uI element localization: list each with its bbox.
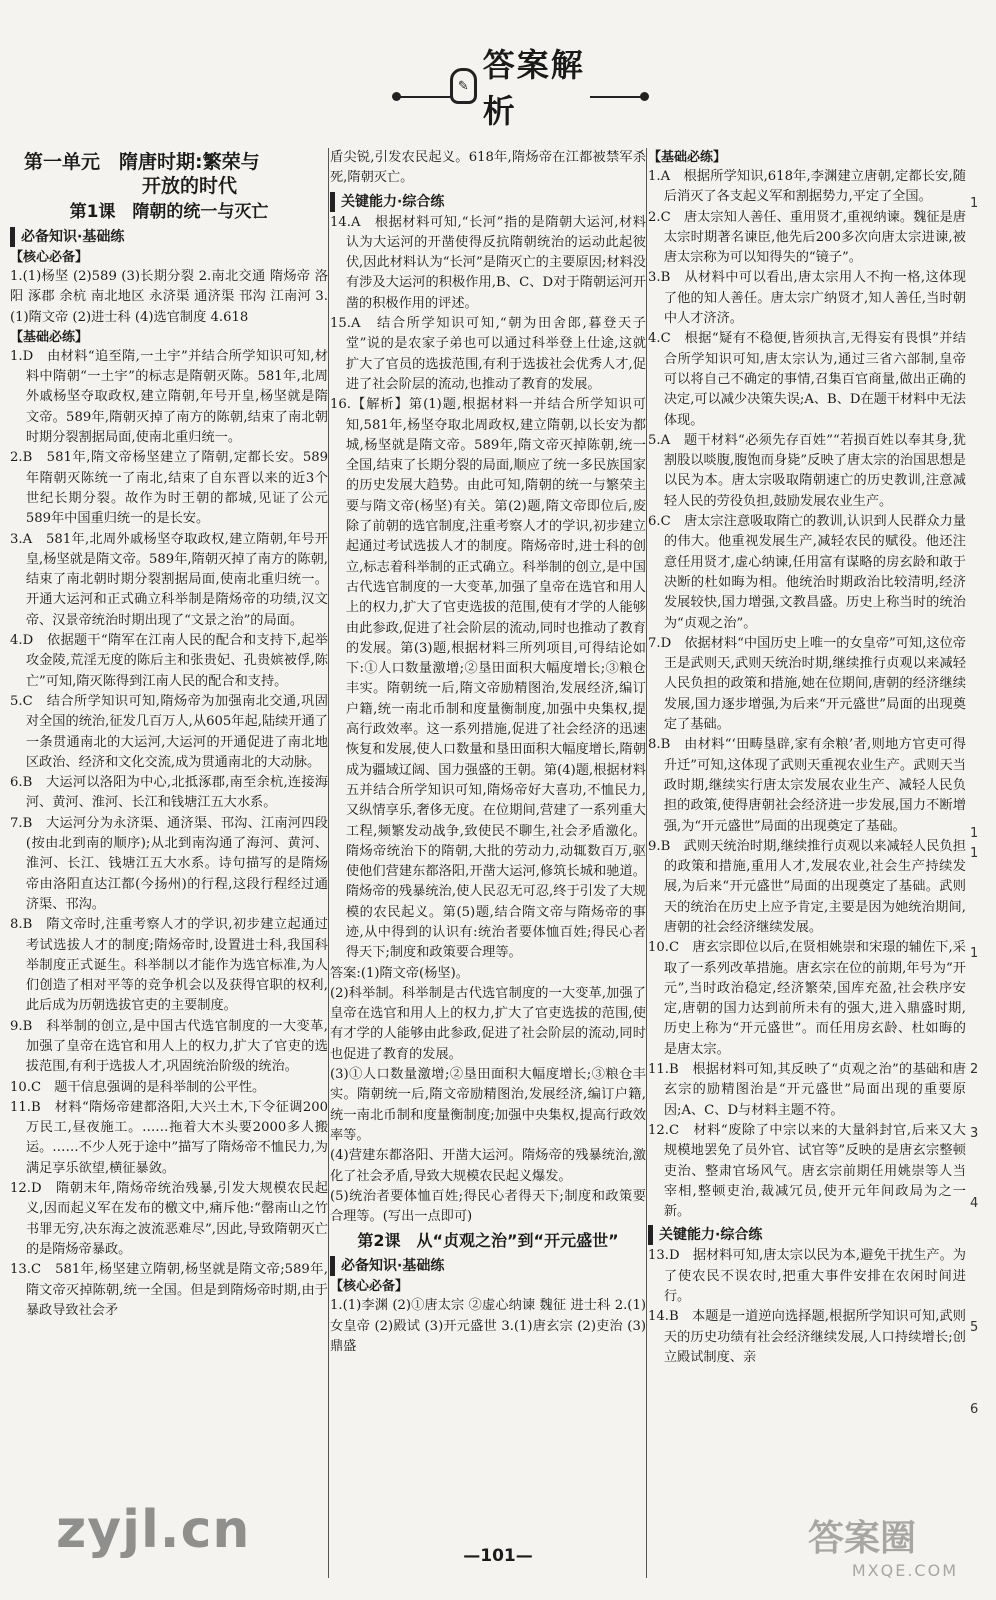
answer-item: 14.A 根据材料可知,“长河”指的是隋朝大运河,材料认为大运河的开凿使得反抗隋朝统治的运动此起彼伏,因此材料认为“长河”是隋灭亡的主要原因;材料没有涉及大运河的积极作用,B、C、D对于隋朝运河开凿的积极作用的评述。 <box>330 214 646 311</box>
edge-mark: 4 <box>970 1196 979 1211</box>
answer-part: (5)统治者要体恤百姓;得民心者得天下;制度和政策要合理等。(写出一点即可) <box>330 1188 646 1225</box>
answer-item: 6.C 唐太宗注意吸取隋亡的教训,认识到人民群众力量的伟大。他重视发展生产,减轻农民的赋役。他还注意任用贤才,虚心纳谏,任用富有谋略的房玄龄和敢于决断的杜如晦为相。他统治时期政治比较清明,经济发展较快,国力增强,文教昌盛。历史上称当时的统治为“贞观之治”。 <box>648 514 966 631</box>
answer-item: 8.B 隋文帝时,注重考察人才的学识,初步建立起通过考试选拔人才的制度;隋炀帝时,设置进士科,我国科举制度正式诞生。科举制以才能作为选官标准,为人们创造了相对平等的竞争机会以及获得官职的权利,此后成为历朝选拔官吏的主要制度。 <box>10 917 328 1014</box>
header-title-box <box>450 46 600 130</box>
subsection-heading: 【核心必备】 <box>330 1279 409 1295</box>
header-rule-left <box>400 96 452 98</box>
answer-item: 1.A 根据所学知识,618年,李渊建立唐朝,定都长安,随后消灭了各支起义军和割据势力,平定了全国。 <box>648 169 966 205</box>
answer-item: 16.【解析】第(1)题,根据材料一并结合所学知识可知,581年,杨坚夺取北周政权,建立隋朝,以长安为都城,杨坚就是隋文帝。589年,隋文帝灭掉陈朝,统一全国,结束了长期分裂的局面,顺应了统一多民族国家的历史发展大趋势。由此可知,隋朝的统一与繁荣主要与隋文帝(杨坚)有关。第(2)题,隋文帝即位后,废除了前朝的选官制度,注重考察人才的学识,初步建立起通过考试选拔人才的制度。隋炀帝时,进士科的创立,标志着科举制的正式确立。科举制的创立,是中国古代选官制度的一大变革,加强了皇帝在选官和用人上的权力,扩大了官吏选拔的范围,使有才学的人能够由此参政,促进了社会阶层的流动,同时也推动了教育的发展。第(3)题,根据材料三所列项目,可得结论如下:①人口数量激增;②垦田面积大幅度增长;③粮仓丰实。隋朝统一后,隋文帝励精图治,发展经济,编订户籍,统一南北币制和度量衡制度,加强中央集权,提高行政效率。这一系列措施,促进了社会经济的迅速恢复和发展,使人口数量和垦田面积大幅度增长,隋朝成为疆域辽阔、国力强盛的王朝。第(4)题,根据材料五并结合所学知识可知,隋炀帝好大喜功,不恤民力,又纵情享乐,奢侈无度。在位期间,营建了一系列重大工程,频繁发动战争,致使民不聊生,社会矛盾激化。隋炀帝统治下的隋朝,大批的劳动力,动辄数百万,驱使他们营建东都洛阳,开凿大运河,修筑长城和驰道。隋炀帝的残暴统治,使人民忍无可忍,终于引发了大规模的农民起义。第(5)题,结合隋文帝与隋炀帝的事迹,从中得到的认识有:统治者要体恤百姓;得民心者得天下;制度和政策要合理等。 <box>330 397 646 961</box>
answer-item: 10.C 唐玄宗即位以后,在贤相姚崇和宋璟的辅佐下,采取了一系列改革措施。唐玄宗在位的前期,年号为“开元”,当时政治稳定,经济繁荣,国库充盈,社会秩序安定,唐朝的国力达到前所未有的强大,进入鼎盛时期,历史上称为“开元盛世”。而任用房玄龄、杜如晦的是唐太宗。 <box>648 940 966 1057</box>
lesson-title: 第1课 隋朝的统一与灭亡 <box>69 202 269 222</box>
core-answers: 1.(1)杨坚 (2)589 (3)长期分裂 2.南北交通 隋炀帝 洛阳 涿郡 余杭 南北地区 永济渠 通济渠 邗沟 江南河 3.(1)隋文帝 (2)进士科 (4)选官制度 4.618 <box>10 269 328 325</box>
answer-item: 2.B 581年,隋文帝杨坚建立了隋朝,定都长安。589年隋朝灭陈统一了南北,结束了自东晋以来的近3个世纪长期分裂。故作为时王朝的都城,见证了公元589年中国重归统一的是长安。 <box>10 450 328 527</box>
watermark-left: zyjl.cn <box>56 1500 251 1560</box>
answer-part: (2)科举制。科举制是古代选官制度的一大变革,加强了皇帝在选官和用人上的权力,扩大了官吏选拔的范围,使有才学的人能够由此参政,促进了社会阶层的流动,同时也促进了教育的发展。 <box>330 985 646 1062</box>
answer-item: 9.B 科举制的创立,是中国古代选官制度的一大变革,加强了皇帝在选官和用人上的权力,扩大了官吏的选拔范围,有利于选拔人才,巩固统治阶级的统治。 <box>10 1018 328 1075</box>
page-number: —101— <box>463 1546 533 1566</box>
page-header <box>0 46 996 130</box>
subsection-heading: 【基础必练】 <box>648 150 727 165</box>
answer-item: 3.B 从材料中可以看出,唐太宗用人不拘一格,这体现了他的知人善任。唐太宗广纳贤才,知人善任,当时朝中人才济济。 <box>648 270 966 327</box>
answer-item: 2.C 唐太宗知人善任、重用贤才,重视纳谏。魏征是唐太宗时期著名谏臣,他先后200多次向唐太宗进谏,被唐太宗称为可以知得失的“镜子”。 <box>648 209 966 266</box>
answer-item: 14.B 本题是一道逆向选择题,根据所学知识可知,武则天的历史功绩有社会经济继续发展,人口持续增长;创立殿试制度、亲 <box>648 1309 966 1365</box>
edge-mark: 1 <box>970 946 979 961</box>
edge-mark: 6 <box>970 1402 979 1417</box>
edge-mark: 3 <box>970 1126 979 1141</box>
answer-item: 7.B 大运河分为永济渠、通济渠、邗沟、江南河四段(按由北到南的顺序);从北到南沟通了海河、黄河、淮河、长江、钱塘江五大水系。诗句描写的是隋炀帝由洛阳直达江都(今扬州)的行程,这段行程经过通济渠、邗沟。 <box>10 815 328 912</box>
continued-text: 盾尖锐,引发农民起义。618年,隋炀帝在江都被禁军杀死,隋朝灭亡。 <box>330 150 646 186</box>
subsection-heading: 【核心必备】 <box>10 250 89 265</box>
edge-mark: 1 <box>970 846 979 861</box>
answer-item: 15.A 结合所学知识可知,“朝为田舍郎,暮登天子堂”说的是农家子弟也可以通过科举登上仕途,这就扩大了官员的选拔范围,有利于选拔社会优秀人才,促进了社会阶层的流动,也推动了教育的发展。 <box>330 316 646 392</box>
header-rule-right <box>590 96 645 98</box>
edge-mark: 1 <box>970 826 979 841</box>
section-heading: 关键能力·综合练 <box>330 192 646 212</box>
answer-item: 7.D 依据材料“中国历史上唯一的女皇帝”可知,这位帝王是武则天,武则天统治时期,继续推行贞观以来减轻人民负担的政策和措施,她在位期间,唐朝的经济继续发展,国力逐步增强,为后来“开元盛世”局面的出现奠定了基础。 <box>648 635 966 733</box>
unit-title-line2: 开放的时代 <box>142 175 238 197</box>
column-2 <box>330 148 646 1357</box>
lesson-title: 第2课 从“贞观之治”到“开元盛世” <box>357 1231 619 1251</box>
answer-heading: 答案:(1)隋文帝(杨坚)。 <box>330 965 469 981</box>
unit-title <box>24 150 328 198</box>
answer-item: 8.B 由材料“‘田畴垦辟,家有余粮’者,则地方官吏可得升迁”可知,这体现了武则天重视农业生产。武则天当政时期,继续实行唐太宗发展农业生产、减轻人民负担的政策,使得唐朝社会经济进一步发展,国力不断增强,为“开元盛世”局面的出现奠定了基础。 <box>648 737 966 834</box>
answer-item: 5.C 结合所学知识可知,隋炀帝为加强南北交通,巩固对全国的统治,征发几百万人,从605年起,陆续开通了一条贯通南北的大运河,大运河的开通促进了南北地区政治、经济和文化交流,成为贯通南北的大动脉。 <box>10 693 328 770</box>
answer-item: 4.D 依据题干“隋军在江南人民的配合和支持下,起举攻金陵,荒淫无度的陈后主和张贵妃、孔贵嫔被俘,陈亡”可知,隋灭陈得到江南人民的配合和支持。 <box>10 633 328 689</box>
answer-item: 1.D 由材料“追至隋,一土宇”并结合所学知识可知,材料中隋朝“一土宇”的标志是隋朝灭陈。581年,北周外戚杨坚夺取政权,建立隋朝,年号开皇,杨坚就是隋文帝。589年,隋朝灭掉了南方的陈朝,结束了南北朝时期分裂割据局面,使南北重归统一。 <box>10 348 328 446</box>
section-heading: 必备知识·基础练 <box>10 227 328 247</box>
answer-item: 13.C 581年,杨坚建立隋朝,杨坚就是隋文帝;589年,隋文帝灭掉陈朝,统一全国。但是到隋炀帝时期,由于暴政导致社会矛 <box>10 1262 328 1318</box>
column-divider <box>646 148 647 1578</box>
answer-item: 5.A 题干材料“必须先存百姓”“若损百姓以奉其身,犹割股以啖腹,腹饱而身毙”反映了唐太宗的治国思想是以民为本。唐太宗吸取隋朝速亡的历史教训,注意减轻人民的劳役负担,鼓励发展农业生产。 <box>648 432 966 509</box>
answer-item: 12.C 材料“废除了中宗以来的大量斜封官,后来又大规模地罢免了员外官、试官等”反映的是唐玄宗整顿吏治、整肃官场风气。唐玄宗前期任用姚崇等人当宰相,整顿吏治,裁减冗员,使开元年间政局为之一新。 <box>648 1122 966 1220</box>
answer-item: 11.B 材料“隋炀帝建都洛阳,大兴土木,下令征调200万民工,昼夜施工。……拖着大木头要2000多人搬运。……不少人死于途中”描写了隋炀帝不恤民力,为满足享乐欲望,横征暴敛。 <box>10 1099 328 1176</box>
edge-mark: 2 <box>970 1062 979 1077</box>
section-heading: 关键能力·综合练 <box>648 1225 966 1245</box>
answer-item: 10.C 题干信息强调的是科举制的公平性。 <box>10 1079 266 1095</box>
answer-item: 11.B 根据材料可知,其反映了“贞观之治”的基础和唐玄宗的励精图治是“开元盛世”局面出现的重要原因;A、C、D与材料主题不符。 <box>648 1062 966 1118</box>
column-3 <box>648 148 966 1368</box>
answer-part: (3)①人口数量激增;②垦田面积大幅度增长;③粮仓丰实。隋朝统一后,隋文帝励精图治,发展经济,编订户籍,统一南北币制和度量衡制度;加强中央集权,提高行政效率等。 <box>330 1067 646 1143</box>
edge-mark: 5 <box>970 1320 979 1335</box>
rule-dot <box>640 92 649 101</box>
answer-item: 6.B 大运河以洛阳为中心,北抵涿郡,南至余杭,连接海河、黄河、淮河、长江和钱塘江五大水系。 <box>10 775 328 811</box>
section-heading: 必备知识·基础练 <box>330 1256 646 1276</box>
answer-item: 12.D 隋朝末年,隋炀帝统治残暴,引发大规模农民起义,因而起义军在发布的檄文中,痛斥他:“罄南山之竹书罪无穷,决东海之波流恶难尽”,因此,导致隋朝灭亡的是隋炀帝暴政。 <box>10 1181 328 1257</box>
lightbulb-icon: ✎ <box>450 68 477 104</box>
answer-part: (4)营建东都洛阳、开凿大运河。隋炀帝的残暴统治,激化了社会矛盾,导致大规模农民起义爆发。 <box>330 1148 646 1184</box>
subsection-heading: 【基础必练】 <box>10 329 89 345</box>
answer-item: 3.A 581年,北周外戚杨坚夺取政权,建立隋朝,年号开皇,杨坚就是隋文帝。589年,隋朝灭掉了南方的陈朝,结束了南北朝时期分裂割据局面,使南北重归统一。开通大运河和正式确立科举制是隋炀帝的功绩,汉文帝、汉景帝统治时期出现了“文景之治”的局面。 <box>10 531 328 628</box>
watermark-right-top: 答案圈 <box>808 1518 917 1559</box>
answer-item: 9.B 武则天统治时期,继续推行贞观以来减轻人民负担的政策和措施,重用人才,发展农业,社会生产持续发展,为后来“开元盛世”局面的出现奠定了基础。武则天的统治在历史上应予肯定,主要是因为她统治期间,唐朝的社会经济继续发展。 <box>648 838 966 935</box>
watermark-right-bottom: MXQE.COM <box>851 1561 958 1580</box>
core-answers: 1.(1)李渊 (2)①唐太宗 ②虚心纳谏 魏征 进士科 2.(1)女皇帝 (2)殿试 (3)开元盛世 3.(1)唐玄宗 (2)吏治 (3)鼎盛 <box>330 1298 646 1355</box>
answer-item: 13.D 据材料可知,唐太宗以民为本,避免干扰生产。为了使农民不误农时,把重大事件安排在农闲时间进行。 <box>648 1248 966 1305</box>
column-1 <box>10 148 328 1321</box>
unit-title-line1: 第一单元 隋唐时期:繁荣与 <box>24 151 260 173</box>
edge-mark: 1 <box>970 196 979 211</box>
header-title: 答案解析 <box>482 46 585 130</box>
column-divider <box>328 148 329 1578</box>
answer-item: 4.C 根据“疑有不稳便,皆须执言,无得妄有畏惧”并结合所学知识可知,唐太宗认为,通过三省六部制,皇帝可以将自己不确定的事情,召集百官商量,做出正确的决定,可以减少决策失误;A、B、D在题干材料中无法体现。 <box>648 331 966 428</box>
